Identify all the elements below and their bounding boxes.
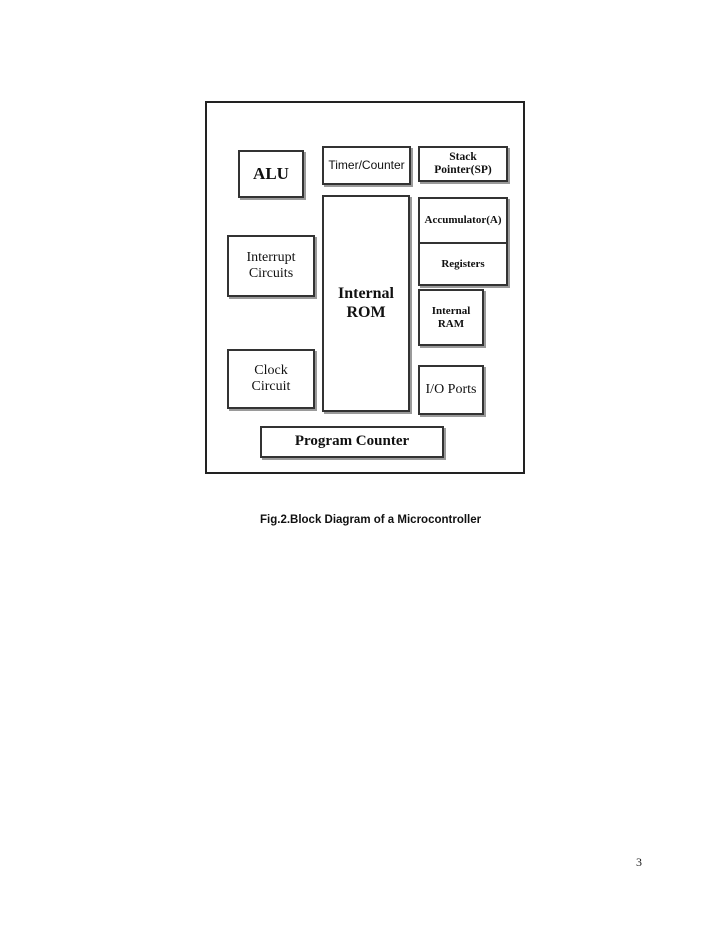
accumulator-block — [418, 197, 508, 244]
alu-label: ALU — [253, 164, 289, 184]
io-ports-label: I/O Ports — [425, 381, 477, 397]
internal-ram-block — [418, 289, 484, 346]
block-diagram — [205, 101, 525, 474]
stack-pointer-label: Stack Pointer(SP) — [434, 150, 492, 176]
clock-circuit-block — [227, 349, 315, 409]
program-counter-label: Program Counter — [294, 433, 410, 450]
interrupt-circuits-label: Interrupt Circuits — [246, 249, 296, 281]
registers-block — [418, 242, 508, 286]
io-ports-block — [418, 365, 484, 415]
clock-circuit-label: Clock Circuit — [251, 362, 291, 394]
timer-counter-label: Timer/Counter — [328, 157, 405, 172]
accumulator-label: Accumulator(A) — [424, 214, 502, 227]
internal-ram-label: Internal RAM — [431, 304, 471, 330]
page-number: 3 — [636, 855, 642, 869]
internal-rom-label: Internal ROM — [338, 285, 394, 321]
figure-caption: Fig.2.Block Diagram of a Microcontroller — [260, 514, 482, 526]
program-counter-block — [260, 426, 444, 458]
timer-counter-block — [322, 146, 411, 185]
interrupt-circuits-block — [227, 235, 315, 297]
registers-label: Registers — [441, 257, 485, 270]
stack-pointer-block — [418, 146, 508, 182]
internal-rom-block — [322, 195, 410, 412]
alu-block — [238, 150, 304, 198]
